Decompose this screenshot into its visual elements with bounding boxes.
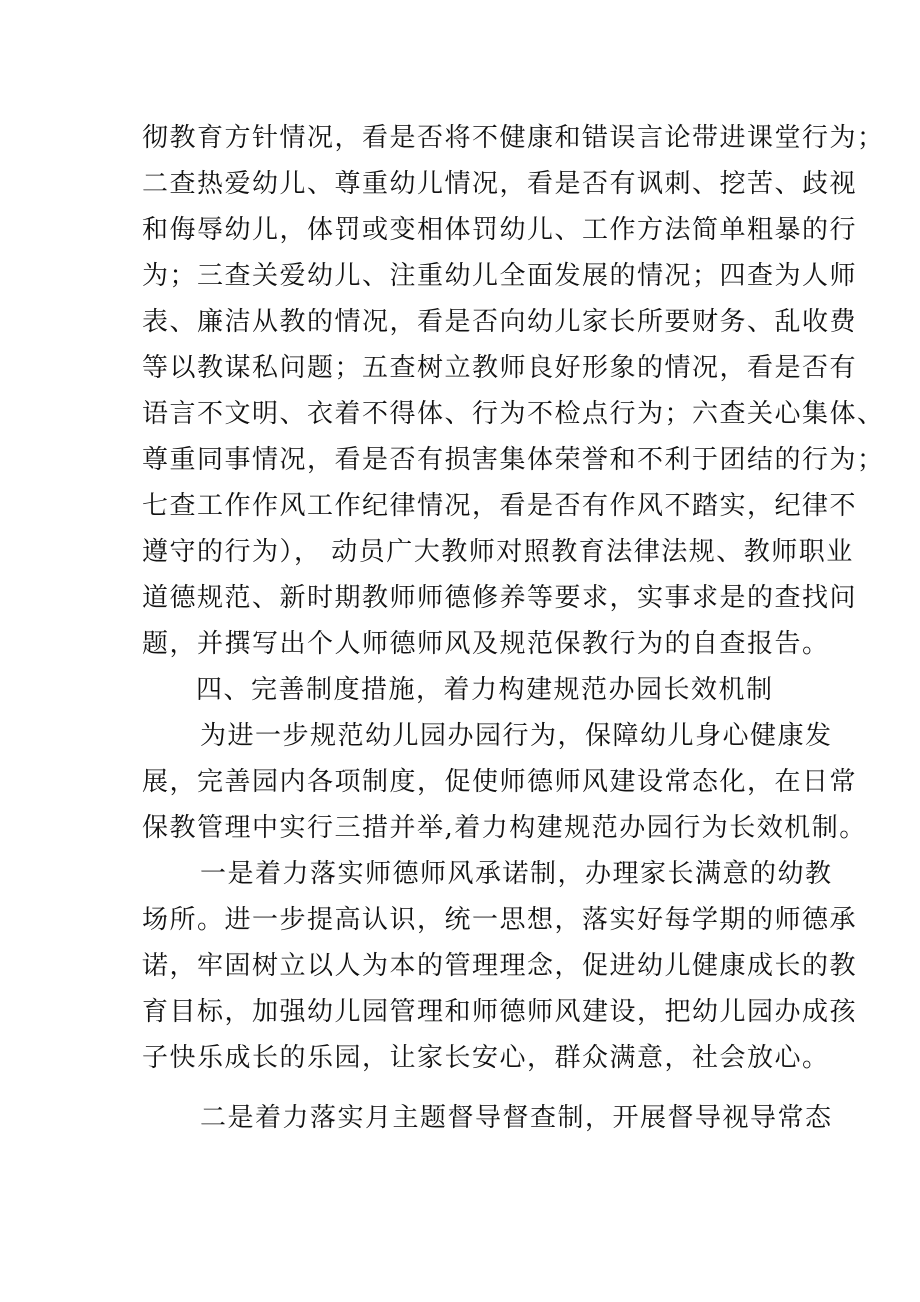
body-text-line: 表、廉洁从教的情况，看是否向幼儿家长所要财务、乱收费 <box>142 307 858 337</box>
body-text-line: 遵守的行为）， 动员广大教师对照教育法律法规、教师职业 <box>142 537 854 567</box>
body-text-line: 为；三查关爱幼儿、注重幼儿全面发展的情况；四查为人师 <box>142 261 858 291</box>
body-text-line: 展，完善园内各项制度，促使师德师风建设常态化，在日常 <box>142 767 858 797</box>
body-text-line: 尊重同事情况，看是否有损害集体荣誉和不利于团结的行为； <box>142 445 885 475</box>
body-text-line: 彻教育方针情况，看是否将不健康和错误言论带进课堂行为； <box>142 123 885 153</box>
body-text-line: 和侮辱幼儿，体罚或变相体罚幼儿、工作方法简单粗暴的行 <box>142 215 858 245</box>
body-text-line: 等以教谋私问题；五查树立教师良好形象的情况，看是否有 <box>142 353 858 383</box>
body-text-line: 为进一步规范幼儿园办园行为，保障幼儿身心健康发 <box>200 721 833 751</box>
body-text-line: 语言不文明、衣着不得体、行为不检点行为；六查关心集体、 <box>142 399 885 429</box>
body-text-line: 二是着力落实月主题督导督查制，开展督导视导常态 <box>200 1103 833 1133</box>
body-text-line: 子快乐成长的乐园，让家长安心，群众满意，社会放心。 <box>142 1043 830 1073</box>
body-text-line: 一是着力落实师德师风承诺制，办理家长满意的幼教 <box>200 859 833 889</box>
body-text-line: 题，并撰写出个人师德师风及规范保教行为的自查报告。 <box>142 629 830 659</box>
body-text-line: 保教管理中实行三措并举,着力构建规范办园行为长效机制。 <box>142 813 867 843</box>
body-text-line: 二查热爱幼儿、尊重幼儿情况，看是否有讽刺、挖苦、歧视 <box>142 169 858 199</box>
body-text-line: 七查工作作风工作纪律情况，看是否有作风不踏实，纪律不 <box>142 491 858 521</box>
body-text-line: 场所。进一步提高认识，统一思想，落实好每学期的师德承 <box>142 905 858 935</box>
section-heading: 四、完善制度措施，着力构建规范办园长效机制 <box>196 675 774 705</box>
body-text-line: 诺，牢固树立以人为本的管理理念，促进幼儿健康成长的教 <box>142 951 858 981</box>
body-text-line: 育目标，加强幼儿园管理和师德师风建设，把幼儿园办成孩 <box>142 997 858 1027</box>
body-text-line: 道德规范、新时期教师师德修养等要求，实事求是的查找问 <box>142 583 858 613</box>
